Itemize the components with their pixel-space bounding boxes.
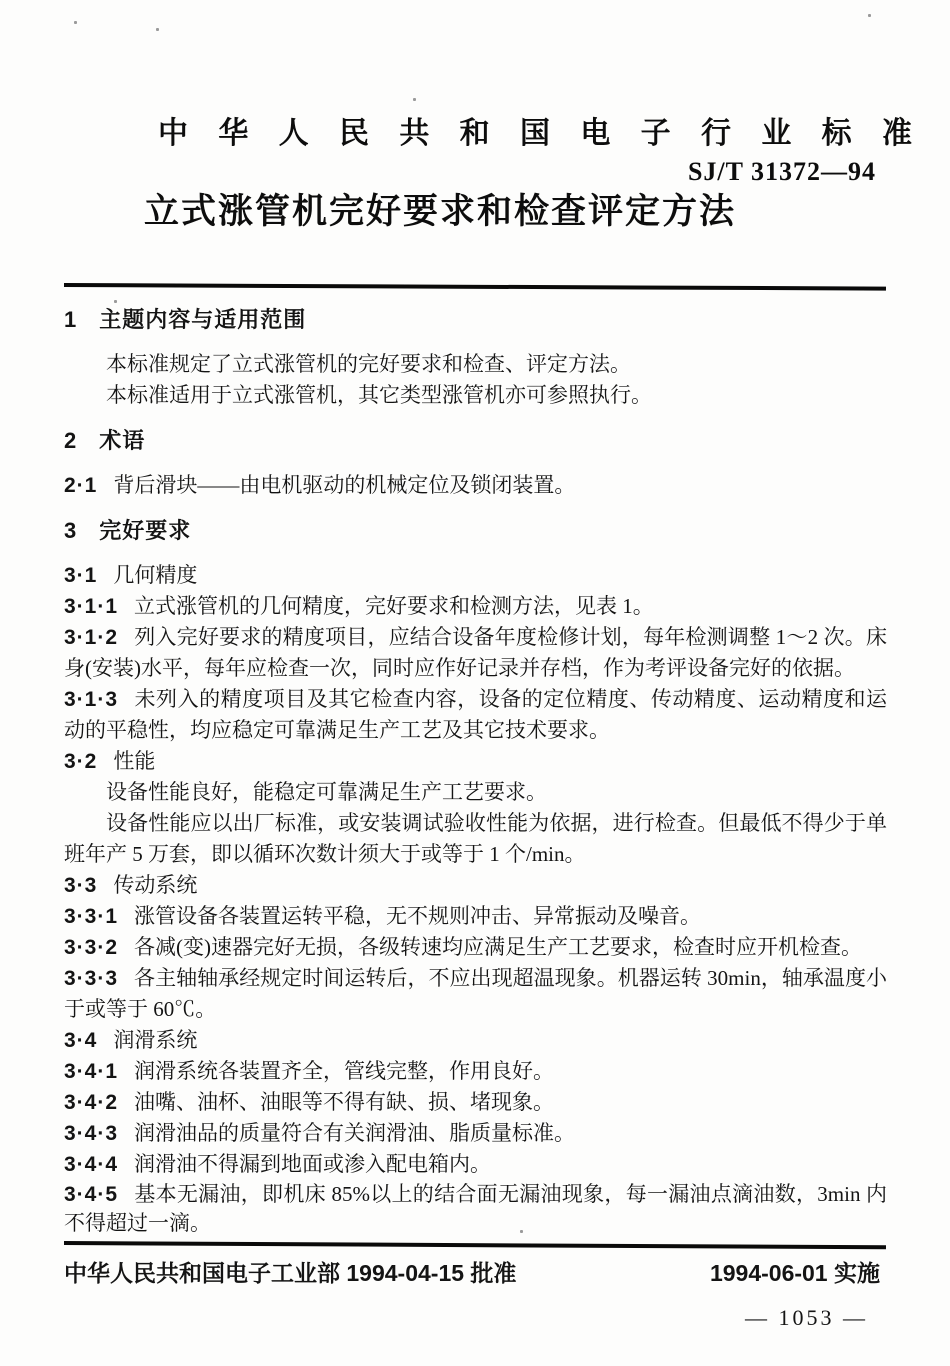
clause-number: 3·3 bbox=[64, 874, 98, 897]
clause-text: 油嘴、油杯、油眼等不得有缺、损、堵现象。 bbox=[134, 1090, 555, 1114]
clause-number: 3·4·2 bbox=[64, 1091, 119, 1114]
scan-speck bbox=[114, 300, 117, 303]
clause-3-4-5 bbox=[64, 1180, 887, 1238]
clause-text: 传动系统 bbox=[113, 873, 198, 897]
section-number: 2 bbox=[64, 428, 78, 453]
section-2-heading bbox=[64, 425, 887, 456]
clause-3-4 bbox=[64, 1025, 887, 1056]
paragraph: 本标准适用于立式涨管机，其它类型涨管机亦可参照执行。 bbox=[106, 383, 652, 407]
section-title: 完好要求 bbox=[99, 518, 192, 543]
document-body bbox=[64, 290, 887, 1238]
clause-number: 3·1 bbox=[64, 564, 98, 587]
clause-3-3-2 bbox=[64, 932, 887, 963]
clause-number: 3·4·1 bbox=[64, 1060, 119, 1083]
approval-line: 中华人民共和国电子工业部 1994-04-15 批准 bbox=[64, 1260, 517, 1286]
clause-2-1 bbox=[64, 470, 887, 501]
clause-number: 3·4·5 bbox=[64, 1183, 119, 1206]
clause-3-1 bbox=[64, 560, 887, 591]
clause-3-3-1 bbox=[64, 901, 887, 932]
clause-text: 润滑系统各装置齐全，管线完整，作用良好。 bbox=[134, 1059, 555, 1083]
document-title: 立式涨管机完好要求和检查评定方法 bbox=[144, 192, 737, 231]
clause-3-1-1 bbox=[64, 591, 887, 622]
clause-number: 3·3·3 bbox=[64, 967, 119, 990]
scan-speck bbox=[156, 28, 159, 31]
section-number: 3 bbox=[64, 518, 78, 543]
clause-number: 3·1·3 bbox=[64, 688, 119, 711]
clause-number: 3·4·3 bbox=[64, 1122, 119, 1145]
clause-number: 3·1·1 bbox=[64, 595, 119, 618]
clause-3-1-3 bbox=[64, 684, 887, 746]
scan-speck bbox=[868, 14, 871, 17]
clause-text: 立式涨管机的几何精度，完好要求和检测方法，见表 1。 bbox=[134, 594, 654, 618]
scan-speck bbox=[413, 98, 416, 101]
paragraph: 设备性能良好，能稳定可靠满足生产工艺要求。 bbox=[106, 780, 547, 804]
paragraph: 设备性能应以出厂标准，或安装调试验收性能为依据，进行检查。但最低不得少于单班年产 5 万套，即以循环次数计须大于或等于 1 个/min。 bbox=[64, 811, 887, 866]
clause-text: 各主轴轴承经规定时间运转后，不应出现超温现象。机器运转 30min，轴承温度小于或等于 60℃。 bbox=[64, 966, 887, 1021]
clause-3-4-1 bbox=[64, 1056, 887, 1087]
clause-text: 性能 bbox=[113, 749, 156, 773]
clause-3-1-2 bbox=[64, 622, 887, 684]
clause-text: 各减(变)速器完好无损，各级转速均应满足生产工艺要求，检查时应开机检查。 bbox=[134, 935, 863, 959]
clause-3-2 bbox=[64, 746, 887, 777]
standard-org-line: 中 华 人 民 共 和 国 电 子 行 业 标 准 bbox=[158, 117, 924, 150]
clause-text: 润滑油不得漏到地面或渗入配电箱内。 bbox=[134, 1152, 492, 1176]
scan-speck bbox=[74, 21, 77, 24]
scan-speck bbox=[520, 1230, 523, 1233]
clause-number: 3·4 bbox=[64, 1029, 98, 1052]
section-title: 术语 bbox=[99, 428, 146, 453]
clause-text: 涨管设备各装置运转平稳，无不规则冲击、异常振动及噪音。 bbox=[134, 904, 702, 928]
section-1-heading bbox=[64, 304, 887, 335]
clause-text: 基本无漏油，即机床 85%以上的结合面无漏油现象，每一漏油点滴油数，3min 内不得超过一滴。 bbox=[64, 1182, 887, 1235]
footer-rule bbox=[64, 1241, 886, 1249]
section-title: 主题内容与适用范围 bbox=[99, 307, 307, 332]
clause-number: 3·3·2 bbox=[64, 936, 119, 959]
section-3-heading bbox=[64, 515, 887, 546]
clause-3-4-3 bbox=[64, 1118, 887, 1149]
clause-3-4-2 bbox=[64, 1087, 887, 1118]
clause-text: 未列入的精度项目及其它检查内容，设备的定位精度、传动精度、运动精度和运动的平稳性，均应稳定可靠满足生产工艺及其它技术要求。 bbox=[64, 687, 887, 742]
page-number: — 1053 — bbox=[745, 1305, 868, 1330]
clause-number: 3·4·4 bbox=[64, 1153, 119, 1176]
clause-number: 3·1·2 bbox=[64, 626, 119, 649]
clause-text: 背后滑块——由电机驱动的机械定位及锁闭装置。 bbox=[113, 473, 576, 497]
clause-text: 几何精度 bbox=[113, 563, 198, 587]
clause-number: 3·2 bbox=[64, 750, 98, 773]
clause-3-3 bbox=[64, 870, 887, 901]
clause-3-3-3 bbox=[64, 963, 887, 1025]
clause-text: 润滑油品的质量符合有关润滑油、脂质量标准。 bbox=[134, 1121, 576, 1145]
clause-text: 列入完好要求的精度项目，应结合设备年度检修计划，每年检测调整 1～2 次。床身(安装)水平，每年应检查一次，同时应作好记录并存档，作为考评设备完好的依据。 bbox=[64, 625, 887, 680]
section-number: 1 bbox=[64, 307, 78, 332]
implementation-line: 1994-06-01 实施 bbox=[709, 1260, 880, 1286]
clause-number: 2·1 bbox=[64, 474, 98, 497]
standard-code: SJ/T 31372—94 bbox=[687, 157, 876, 186]
clause-text: 润滑系统 bbox=[113, 1028, 198, 1052]
clause-3-4-4 bbox=[64, 1149, 887, 1180]
paragraph: 本标准规定了立式涨管机的完好要求和检查、评定方法。 bbox=[106, 352, 631, 376]
clause-number: 3·3·1 bbox=[64, 905, 119, 928]
